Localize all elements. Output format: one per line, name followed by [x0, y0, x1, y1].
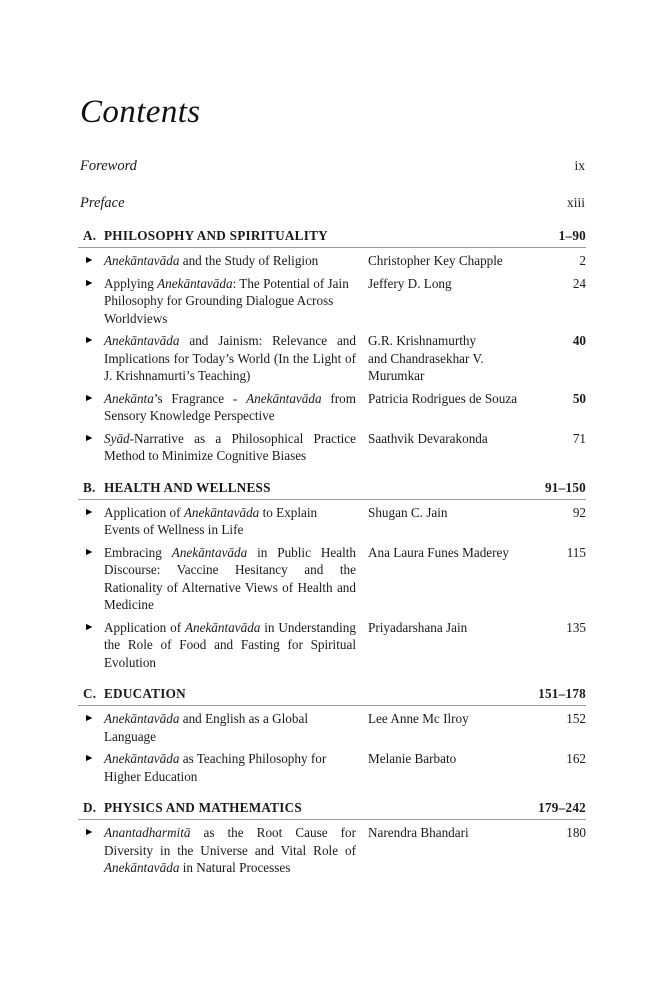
entry-title[interactable]: Anekāntavāda and the Study of Religion	[104, 253, 319, 268]
entry-author: Narendra Bhandari	[368, 825, 469, 840]
frontmatter-row[interactable]	[80, 158, 585, 175]
triangle-bullet-icon: ►	[84, 546, 95, 558]
section-letter: B.	[83, 479, 96, 495]
entry-title[interactable]: Application of Anekāntavāda in Understanding the Role of Food and Fasting for Spiritual Evolution	[104, 619, 356, 670]
entry-page-number: 71	[572, 430, 586, 446]
entry-author: Christopher Key Chapple	[368, 253, 503, 268]
toc-entry[interactable]	[78, 710, 586, 745]
section-entries	[78, 706, 586, 785]
frontmatter-row[interactable]	[80, 195, 585, 212]
section-page-range: 179–242	[538, 800, 586, 815]
entry-page-number: 180	[566, 825, 586, 840]
entry-title[interactable]: Anekāntavāda as Teaching Philosophy for Higher Education	[104, 751, 327, 784]
section-name: HEALTH AND WELLNESS	[104, 479, 271, 495]
triangle-bullet-icon: ►	[84, 335, 95, 346]
entry-author: Priyadarshana Jain	[368, 619, 468, 635]
page-title: Contents	[80, 94, 201, 130]
frontmatter-label: Foreword	[80, 158, 137, 174]
entry-page-number: 115	[566, 544, 586, 560]
section-entries	[78, 248, 586, 465]
section-page-range: 91–150	[544, 479, 586, 495]
section-spacer	[78, 676, 586, 686]
section-letter: A.	[83, 228, 97, 243]
entry-page-number: 152	[566, 711, 586, 726]
entry-author: Jeffery D. Long	[368, 275, 452, 291]
toc-entry[interactable]	[78, 824, 586, 877]
toc-entry[interactable]	[78, 544, 586, 614]
toc-entry[interactable]	[78, 390, 586, 425]
toc-section	[78, 480, 586, 672]
frontmatter-page-number: xiii	[566, 195, 585, 210]
entry-page-number: 40	[572, 333, 586, 348]
triangle-bullet-icon: ►	[84, 621, 95, 633]
toc-entry[interactable]	[78, 750, 586, 785]
entry-title[interactable]: Embracing Anekāntavāda in Public Health Discourse: Vaccine Hesitancy and the Rationality of Alternative Views of Health and Medicine	[104, 544, 356, 612]
toc-entry[interactable]	[78, 504, 586, 539]
section-heading[interactable]	[78, 480, 586, 500]
entry-author: Ana Laura Funes Maderey	[368, 544, 509, 560]
section-letter: C.	[83, 686, 97, 701]
entry-page-number: 135	[566, 619, 586, 635]
section-entries	[78, 500, 586, 672]
entry-author: Patricia Rodrigues de Souza	[368, 390, 518, 406]
entry-page-number: 50	[572, 390, 586, 406]
section-page-range: 1–90	[558, 228, 586, 243]
section-spacer	[78, 470, 586, 480]
entry-title[interactable]: Anekāntavāda and English as a Global Language	[104, 711, 308, 744]
toc-section	[78, 686, 586, 785]
toc-entry[interactable]	[78, 430, 586, 465]
toc-entry[interactable]	[78, 619, 586, 672]
entry-page-number: 24	[572, 275, 586, 291]
section-name: EDUCATION	[104, 686, 186, 701]
toc-entry[interactable]	[78, 252, 586, 270]
entry-title[interactable]: Anekānta’s Fragrance - Anekāntavāda from Sensory Knowledge Perspective	[104, 390, 356, 423]
table-of-contents	[78, 228, 586, 882]
toc-section	[78, 228, 586, 465]
toc-entry[interactable]	[78, 332, 586, 385]
section-heading[interactable]	[78, 686, 586, 706]
entry-page-number: 162	[566, 751, 586, 766]
triangle-bullet-icon: ►	[84, 392, 95, 404]
entry-author: G.R. Krishnamurthy and Chandrasekhar V. Murumkar	[368, 333, 484, 383]
section-spacer	[78, 790, 586, 800]
entry-title[interactable]: Syād-Narrative as a Philosophical Practice Method to Minimize Cognitive Biases	[104, 430, 356, 463]
entry-author: Lee Anne Mc Ilroy	[368, 711, 469, 726]
triangle-bullet-icon: ►	[84, 827, 95, 838]
frontmatter-page-number: ix	[574, 158, 585, 173]
triangle-bullet-icon: ►	[84, 255, 95, 266]
entry-title[interactable]: Applying Anekāntavāda: The Potential of Jain Philosophy for Grounding Dialogue Across Worldviews	[104, 275, 349, 326]
triangle-bullet-icon: ►	[84, 753, 95, 764]
section-heading[interactable]	[78, 800, 586, 820]
triangle-bullet-icon: ►	[84, 277, 95, 289]
toc-entry[interactable]	[78, 275, 586, 328]
section-letter: D.	[83, 800, 97, 815]
section-name: PHYSICS AND MATHEMATICS	[104, 800, 302, 815]
frontmatter-list	[80, 158, 585, 232]
triangle-bullet-icon: ►	[84, 506, 95, 518]
entry-page-number: 2	[579, 253, 586, 268]
section-name: PHILOSOPHY AND SPIRITUALITY	[104, 228, 328, 243]
entry-title[interactable]: Application of Anekāntavāda to Explain Events of Wellness in Life	[104, 504, 318, 537]
section-entries	[78, 820, 586, 877]
entry-author: Melanie Barbato	[368, 751, 457, 766]
section-heading[interactable]	[78, 228, 586, 248]
entry-author: Saathvik Devarakonda	[368, 430, 488, 446]
entry-page-number: 92	[572, 504, 586, 520]
entry-author: Shugan C. Jain	[368, 504, 448, 520]
entry-title[interactable]: Anantadharmitā as the Root Cause for Diversity in the Universe and Vital Role of Anekāntavāda in Natural Processes	[104, 825, 356, 875]
triangle-bullet-icon: ►	[84, 713, 95, 724]
triangle-bullet-icon: ►	[84, 432, 95, 444]
entry-title[interactable]: Anekāntavāda and Jainism: Relevance and Implications for Today’s World (In the Light of J. Krishnamurti’s Teaching)	[104, 333, 356, 383]
toc-section	[78, 800, 586, 877]
section-page-range: 151–178	[538, 686, 586, 701]
frontmatter-label: Preface	[80, 195, 125, 211]
